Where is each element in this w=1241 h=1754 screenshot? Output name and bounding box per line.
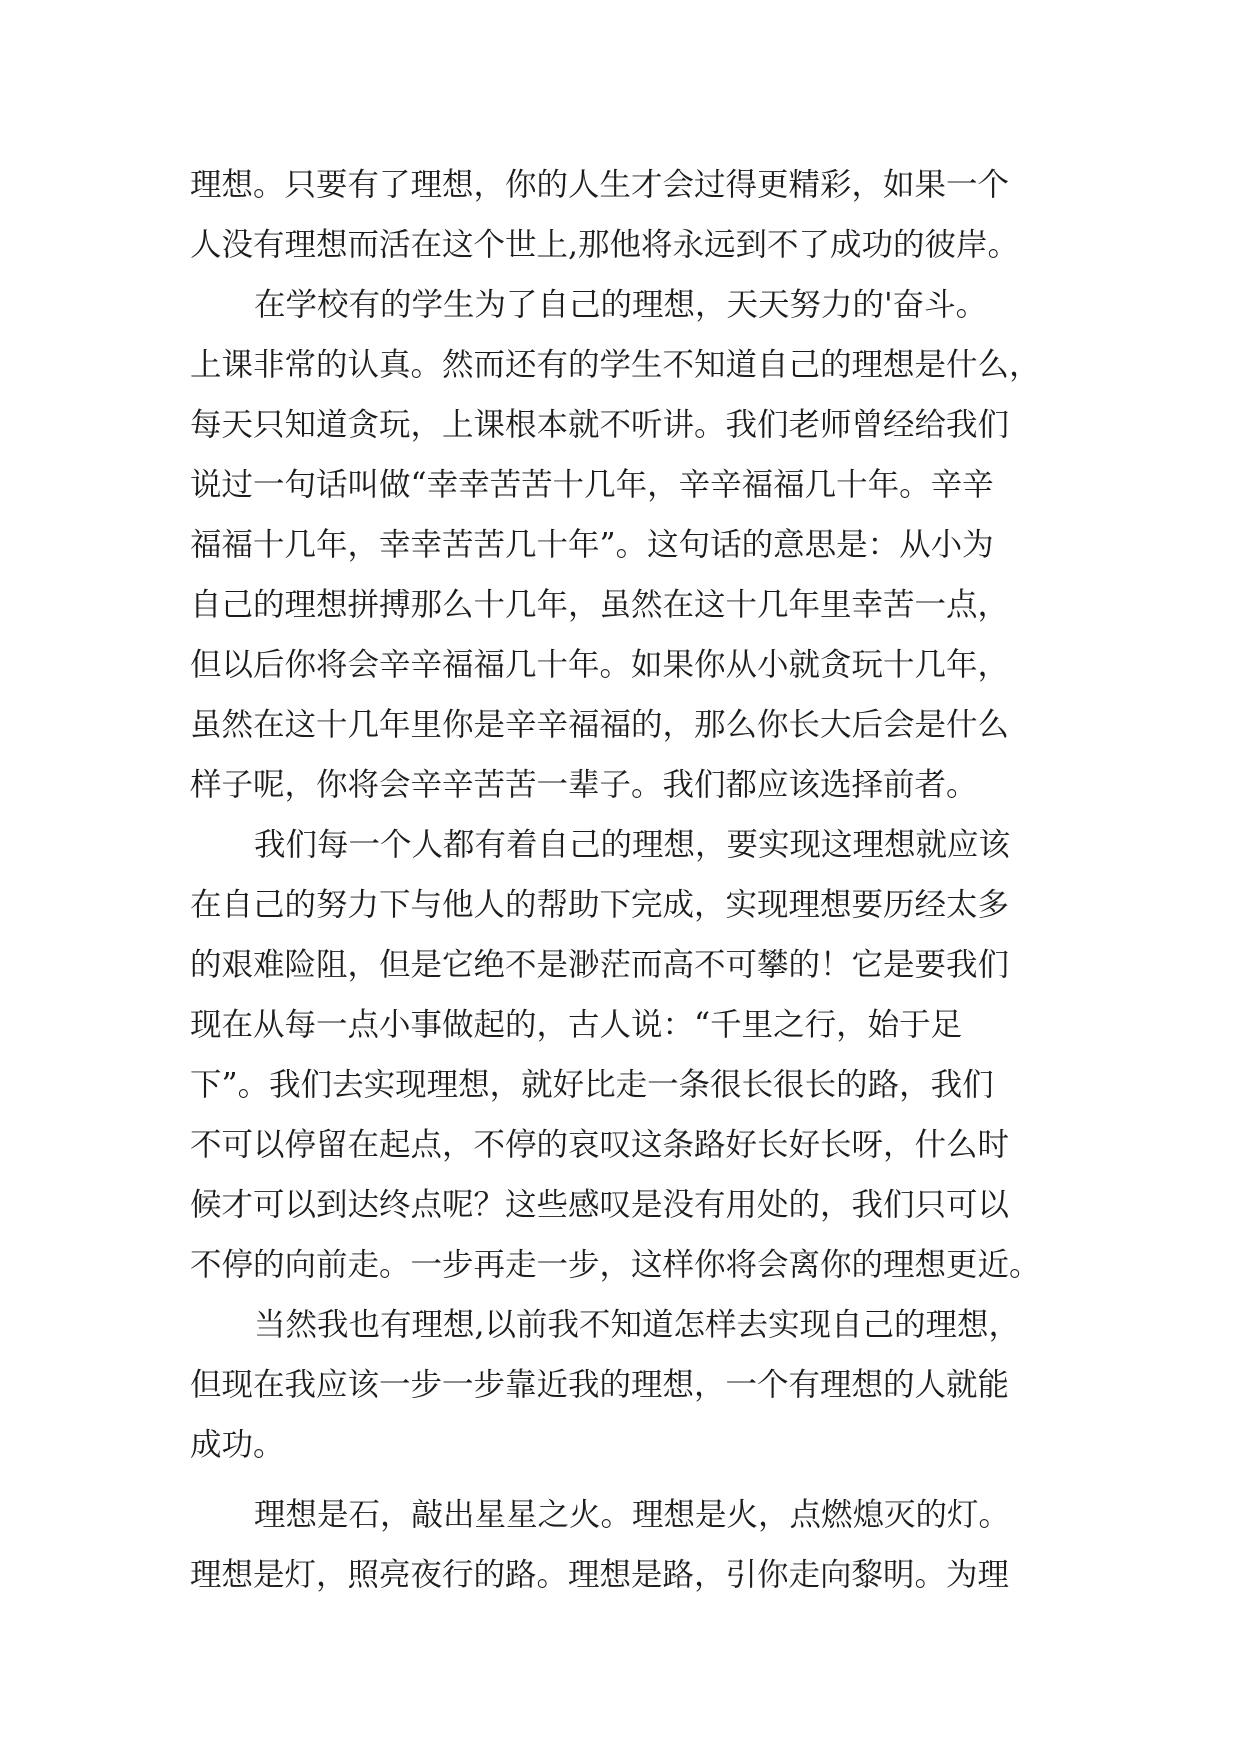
text-line-content: 在自己的努力下与他人的帮助下完成，实现理想要历经太多 [190, 887, 1010, 923]
text-line [0, 935, 1241, 995]
text-line-content: 的艰难险阻，但是它绝不是渺茫而高不可攀的！它是要我们 [190, 947, 1010, 983]
text-line [0, 575, 1241, 635]
text-line [0, 1175, 1241, 1235]
text-line-content: 福福十几年，幸幸苦苦几十年”。这句话的意思是：从小为 [190, 527, 994, 563]
text-line-content: 上课非常的认真。然而还有的学生不知道自己的理想是什么， [190, 347, 1041, 383]
text-line [0, 1115, 1241, 1175]
text-line-content: 自己的理想拼搏那么十几年，虽然在这十几年里幸苦一点， [190, 587, 1010, 623]
text-line [0, 455, 1241, 515]
text-line-content: 不停的向前走。一步再走一步，这样你将会离你的理想更近。 [190, 1247, 1041, 1283]
text-line [0, 215, 1241, 275]
text-line [0, 815, 1241, 875]
text-line-content: 说过一句话叫做“幸幸苦苦十几年，辛辛福福几十年。辛辛 [190, 467, 994, 503]
text-line-content: 样子呢，你将会辛辛苦苦一辈子。我们都应该选择前者。 [190, 767, 978, 803]
text-line-content: 但以后你将会辛辛福福几十年。如果你从小就贪玩十几年， [190, 647, 1010, 683]
text-line [0, 515, 1241, 575]
text-line-content: 成功。 [190, 1427, 285, 1463]
text-line [0, 1415, 1241, 1475]
text-line [0, 1295, 1241, 1355]
text-line-content: 每天只知道贪玩，上课根本就不听讲。我们老师曾经给我们 [190, 407, 1010, 443]
text-line [0, 1485, 1241, 1545]
text-line [0, 1235, 1241, 1295]
text-line [0, 395, 1241, 455]
text-line [0, 155, 1241, 215]
text-line-content: 候才可以到达终点呢？这些感叹是没有用处的，我们只可以 [190, 1187, 1010, 1223]
text-line-content: 人没有理想而活在这个世上,那他将永远到不了成功的彼岸。 [190, 227, 1020, 263]
text-line-content: 当然我也有理想,以前我不知道怎样去实现自己的理想， [254, 1307, 1021, 1343]
text-line-content: 下”。我们去实现理想，就好比走一条很长很长的路，我们 [190, 1067, 994, 1103]
text-line-content: 理想是石，敲出星星之火。理想是火，点燃熄灭的灯。 [254, 1497, 1011, 1533]
text-line-content: 不可以停留在起点，不停的哀叹这条路好长好长呀，什么时 [190, 1127, 1010, 1163]
text-line [0, 1055, 1241, 1115]
text-line [0, 995, 1241, 1055]
text-line [0, 755, 1241, 815]
text-line-content: 在学校有的学生为了自己的理想，天天努力的'奋斗。 [254, 287, 988, 323]
text-line-content: 理想。只要有了理想，你的人生才会过得更精彩，如果一个 [190, 167, 1010, 203]
text-line-content: 现在从每一点小事做起的，古人说：“千里之行，始于足 [190, 1007, 963, 1043]
text-line [0, 275, 1241, 335]
text-line-content: 虽然在这十几年里你是辛辛福福的，那么你长大后会是什么 [190, 707, 1010, 743]
text-line-content: 理想是灯，照亮夜行的路。理想是路，引你走向黎明。为理 [190, 1557, 1010, 1593]
text-line-content: 我们每一个人都有着自己的理想，要实现这理想就应该 [254, 827, 1011, 863]
text-line-content: 但现在我应该一步一步靠近我的理想，一个有理想的人就能 [190, 1367, 1010, 1403]
text-line [0, 1545, 1241, 1605]
text-line [0, 1355, 1241, 1415]
text-line [0, 335, 1241, 395]
text-line [0, 635, 1241, 695]
text-line [0, 695, 1241, 755]
text-line [0, 875, 1241, 935]
